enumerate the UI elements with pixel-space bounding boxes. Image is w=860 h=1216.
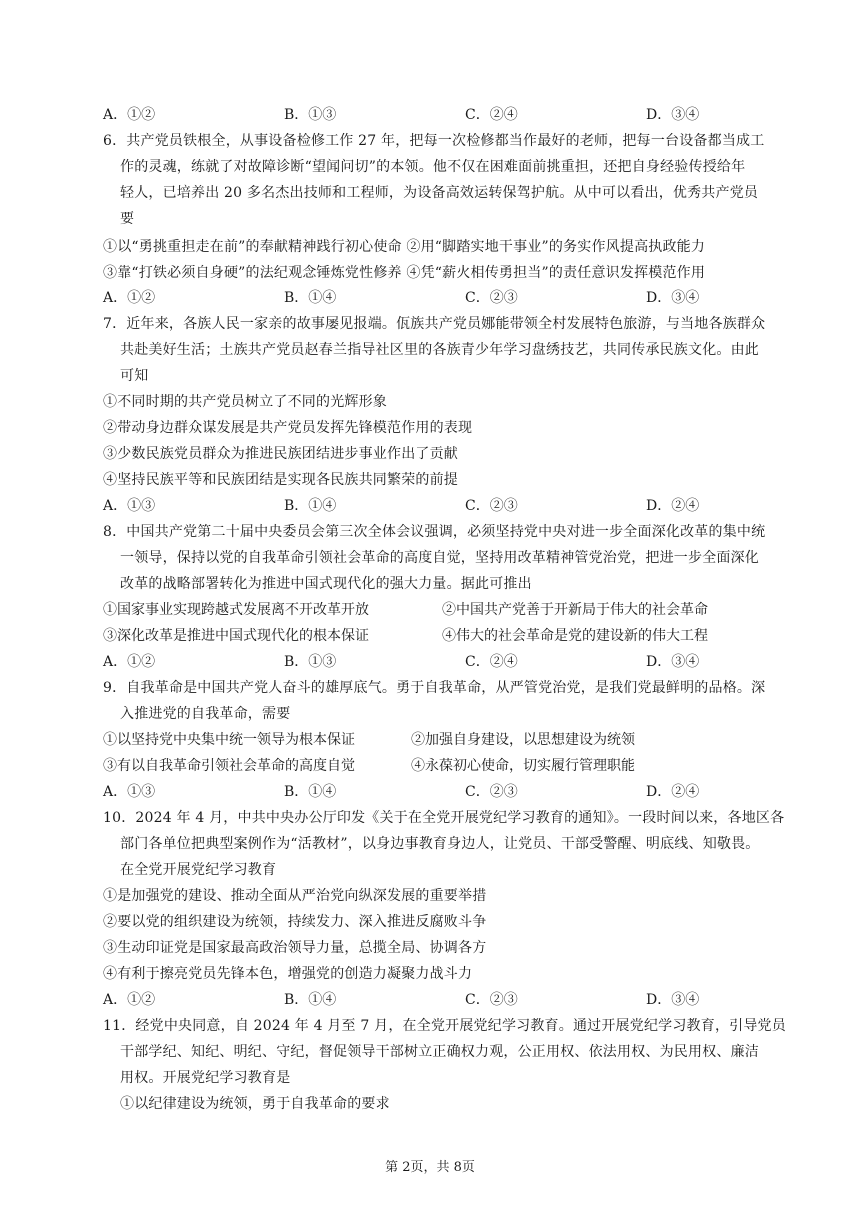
q5-option-d: D．③④: [646, 107, 700, 123]
q10-option-b: B．①④: [284, 992, 337, 1008]
q5-options: [103, 102, 783, 128]
q7-stem-line: 7．近年来，各族人民一家亲的故事屡见报端。佤族共产党员娜能带领全村发展特色旅游，与当地各族群众: [103, 316, 766, 332]
q10-option-d: D．③④: [646, 992, 700, 1008]
q7-stem-line: 共赴美好生活；土族共产党员赵春兰指导社区里的各族青少年学习盘绣技艺，共同传承民族文化。由此: [120, 342, 759, 358]
q6-stem-line: 轻人，已培养出 20 多名杰出技师和工程师，为设备高效运转保驾护航。从中可以看出，优秀共产党员: [120, 185, 759, 201]
q10-statement: ①是加强党的建设、推动全面从严治党向纵深发展的重要举措: [103, 888, 487, 904]
q6-option-b: B．①④: [284, 290, 337, 306]
q6-stem-line: 6．共产党员铁根全，从事设备检修工作 27 年，把每一次检修都当作最好的老师，把每一台设备都当成工: [103, 133, 765, 149]
q7-statement: ①不同时期的共产党员树立了不同的光辉形象: [103, 394, 387, 410]
q5-option-b: B．①③: [284, 107, 337, 123]
q8-statement: ③深化改革是推进中国式现代化的根本保证: [103, 628, 369, 644]
q8-option-c: C．②④: [465, 654, 518, 670]
q10-stem-line: 部门各单位把典型案例作为“活教材”，以身边事教育身边人，让党员、干部受警醒、明底线、知敬畏。: [120, 836, 760, 852]
q11-stem-line: 干部学纪、知纪、明纪、守纪，督促领导干部树立正确权力观，公正用权、依法用权、为民用权、廉洁: [120, 1044, 759, 1060]
q10-stem-line: 在全党开展党纪学习教育: [120, 862, 277, 878]
q10-option-c: C．②③: [465, 992, 518, 1008]
q9-option-c: C．②③: [465, 784, 518, 800]
q10-statement: ②要以党的组织建设为统领，持续发力、深入推进反腐败斗争: [103, 914, 487, 930]
q10-stem-line: 10．2024 年 4 月，中共中央办公厅印发《关于在全党开展党纪学习教育的通知》。一段时间以来，各地区各: [103, 810, 785, 826]
q9-statement: ②加强自身建设，以思想建设为统领: [411, 732, 635, 748]
q9-statement: ④永葆初心使命，切实履行管理职能: [411, 758, 635, 774]
q8-stem-line: 一领导，保持以党的自我革命引领社会革命的高度自觉，坚持用改革精神管党治党，把进一步全面深化: [120, 550, 759, 566]
q10-options: [103, 987, 783, 1013]
q6-stem-line: 作的灵魂，练就了对故障诊断“望闻问切”的本领。他不仅在困难面前挑重担，还把自身经验传授给年: [120, 159, 746, 175]
q8-stem-line: 8．中国共产党第二十届中央委员会第三次全体会议强调，必须坚持党中央对进一步全面深化改革的集中统: [103, 524, 766, 540]
q10-statement: ④有利于擦亮党员先锋本色，增强党的创造力凝聚力战斗力: [103, 966, 473, 982]
q9-stem-line: 入推进党的自我革命，需要: [120, 706, 291, 722]
q9-statement-row: [103, 727, 803, 753]
q5-option-c: C．②④: [465, 107, 518, 123]
q8-statement-row: [103, 623, 803, 649]
q11-statement: ①以纪律建设为统领，勇于自我革命的要求: [120, 1096, 390, 1112]
q6-stem-line: 要: [120, 211, 135, 227]
q8-statement: ①国家事业实现跨越式发展离不开改革开放: [103, 602, 369, 618]
q9-option-b: B．①④: [284, 784, 337, 800]
q9-statement: ③有以自我革命引领社会革命的高度自觉: [103, 758, 355, 774]
q6-option-d: D．③④: [646, 290, 700, 306]
q8-option-a: A．①②: [103, 654, 156, 670]
q8-statement-row: [103, 597, 803, 623]
q6-option-a: A．①②: [103, 290, 156, 306]
q6-options: [103, 285, 783, 311]
q9-option-d: D．②④: [646, 784, 700, 800]
q8-options: [103, 649, 783, 675]
q8-option-d: D．③④: [646, 654, 700, 670]
q9-options: [103, 779, 783, 805]
q7-option-b: B．①④: [284, 498, 337, 514]
q8-statement: ②中国共产党善于开新局于伟大的社会革命: [442, 602, 708, 618]
q9-statement: ①以坚持党中央集中统一领导为根本保证: [103, 732, 355, 748]
q6-statement: ①以“勇挑重担走在前”的奉献精神践行初心使命 ②用“脚踏实地干事业”的务实作风提高执政能力: [103, 239, 706, 255]
q7-option-d: D．②④: [646, 498, 700, 514]
page-footer: 第 2页，共 8页: [385, 1160, 475, 1175]
q9-stem-line: 9．自我革命是中国共产党人奋斗的雄厚底气。勇于自我革命，从严管党治党，是我们党最鲜明的品格。深: [103, 680, 766, 696]
q8-statement: ④伟大的社会革命是党的建设新的伟大工程: [442, 628, 708, 644]
q7-stem-line: 可知: [120, 368, 149, 384]
q5-option-a: A．①②: [103, 107, 156, 123]
q6-statement: ③靠“打铁必须自身硬”的法纪观念锤炼党性修养 ④凭“薪火相传勇担当”的责任意识发挥模范作用: [103, 265, 706, 281]
q7-statement: ②带动身边群众谋发展是共产党员发挥先锋模范作用的表现: [103, 420, 473, 436]
q8-option-b: B．①③: [284, 654, 337, 670]
q6-option-c: C．②③: [465, 290, 518, 306]
q7-option-a: A．①③: [103, 498, 156, 514]
q10-statement: ③生动印证党是国家最高政治领导力量，总揽全局、协调各方: [103, 940, 487, 956]
q10-option-a: A．①②: [103, 992, 156, 1008]
q11-stem-line: 用权。开展党纪学习教育是: [120, 1070, 291, 1086]
q8-stem-line: 改革的战略部署转化为推进中国式现代化的强大力量。据此可推出: [120, 576, 532, 592]
q7-options: [103, 493, 783, 519]
q9-statement-row: [103, 753, 803, 779]
q9-option-a: A．①③: [103, 784, 156, 800]
q11-stem-line: 11．经党中央同意，自 2024 年 4 月至 7 月，在全党开展党纪学习教育。通过开展党纪学习教育，引导党员: [103, 1018, 786, 1034]
q7-statement: ③少数民族党员群众为推进民族团结进步事业作出了贡献: [103, 446, 458, 462]
q7-statement: ④坚持民族平等和民族团结是实现各民族共同繁荣的前提: [103, 472, 458, 488]
q7-option-c: C．②③: [465, 498, 518, 514]
